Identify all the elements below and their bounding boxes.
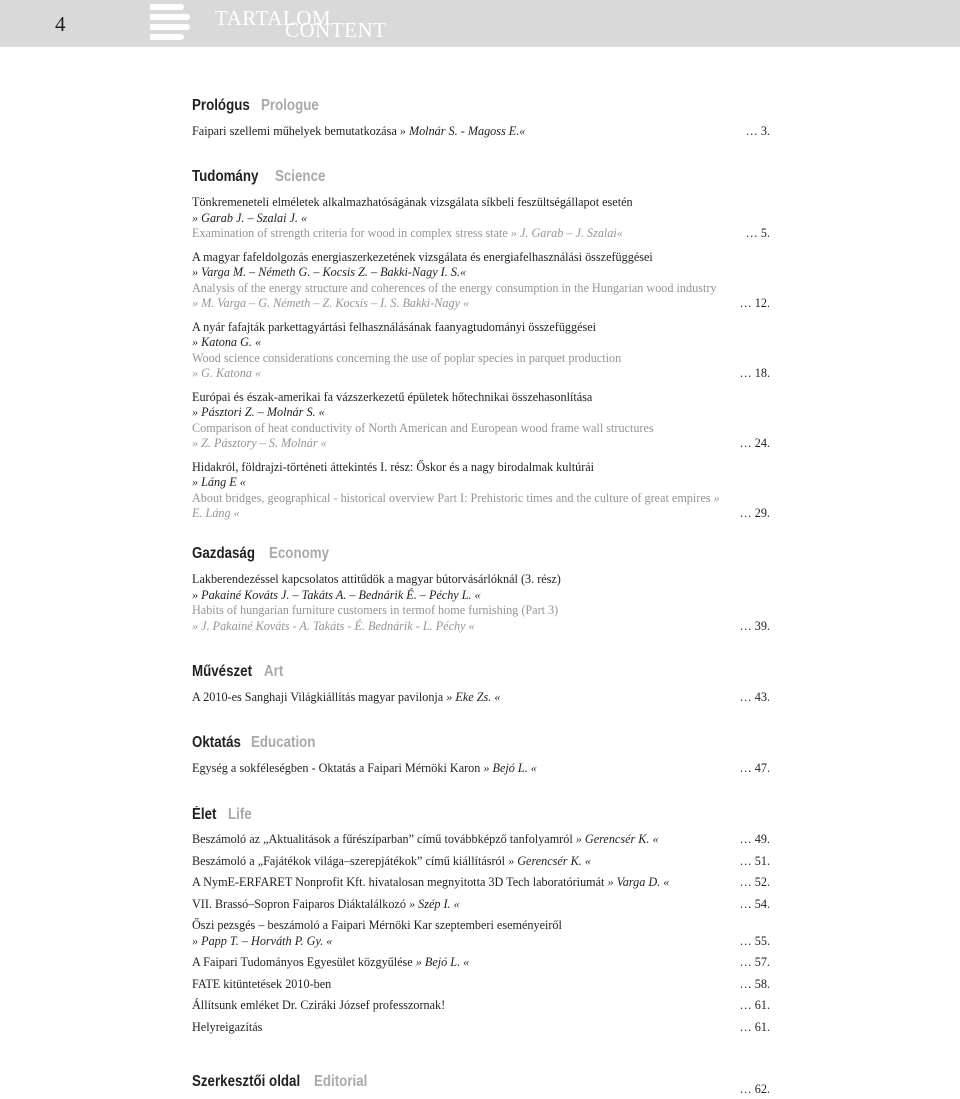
entry-title: Lakberendezéssel kapcsolatos attitűdök a magyar bútorvásárlóknál (3. rész) <box>192 572 561 586</box>
entry-authors: » Szép I. « <box>408 896 460 911</box>
entry-authors-en: » M. Varga – G. Németh – Z. Kocsis – I. S. Bakki-Nagy « <box>192 296 470 310</box>
entry-title-en: Wood science considerations concerning the use of poplar species in parquet production <box>192 350 622 365</box>
toc-entry[interactable] <box>192 998 770 1014</box>
entry-title-en: Comparison of heat conductivity of North American and European wood frame wall structures <box>192 420 654 435</box>
entry-page: … 51. <box>739 853 770 868</box>
entry-page: … 5. <box>745 226 770 240</box>
entry-page: … 47. <box>739 761 770 775</box>
toc-entry[interactable] <box>192 250 770 312</box>
section-title-hu: Prológus <box>192 97 250 114</box>
entry-authors: » Gerencsér K. « <box>575 832 659 846</box>
entry-page: … 3. <box>745 124 770 138</box>
entry-title: A 2010-es Sanghaji Világkiállítás magyar pavilonja <box>192 690 444 704</box>
section-editorial[interactable] <box>192 1073 770 1099</box>
section-title-en: Economy <box>269 545 330 562</box>
entry-title: A magyar fafeldolgozás energiaszerkezetének vizsgálata és energiafelhasználási összefüggései <box>192 249 653 264</box>
header-title: TARTALOM <box>215 6 332 30</box>
toc-entry[interactable] <box>192 690 770 706</box>
entry-title: VII. Brassó–Sopron Faiparos Diáktalálkozó <box>192 896 406 911</box>
entry-page: … 24. <box>739 436 770 450</box>
section-title-hu: Gazdaság <box>192 545 255 562</box>
entry-title: Faipari szellemi műhelyek bemutatkozása <box>192 124 397 138</box>
entry-title: Beszámoló a „Fajátékok világa–szerepjátékok” című kiállításról <box>192 853 506 868</box>
entry-title: Helyreigazítás <box>192 1019 263 1034</box>
entry-authors: » Varga D. « <box>607 875 670 889</box>
entry-title: A Faipari Tudományos Egyesület közgyűlése <box>192 955 413 969</box>
toc-entry[interactable] <box>192 875 770 891</box>
entry-authors: » Bejó L. « <box>415 955 470 969</box>
entry-page: … 58. <box>739 976 770 991</box>
toc-entry[interactable] <box>192 390 770 452</box>
toc-entry[interactable] <box>192 124 770 140</box>
section-life <box>192 806 770 1035</box>
entry-authors: » Gerencsér K. « <box>508 853 591 868</box>
section-heading <box>192 1073 770 1099</box>
section-science <box>192 168 770 522</box>
entry-title: Egység a sokféleségben - Oktatás a Faipari Mérnöki Karon <box>192 761 481 775</box>
entry-title-en: Analysis of the energy structure and coherences of the energy consumption in the Hungarian wood industry <box>192 280 717 295</box>
entry-authors-en: » E. Láng « <box>192 490 720 520</box>
entry-title: Állítsunk emléket Dr. Cziráki József professzornak! <box>192 998 446 1012</box>
section-heading <box>192 806 770 832</box>
toc-entry[interactable] <box>192 955 770 971</box>
entry-page: … 61. <box>739 1019 770 1034</box>
decorative-stripes <box>150 0 194 47</box>
entry-authors: » Pásztori Z. – Molnár S. « <box>192 405 325 419</box>
section-title-en: Prologue <box>261 97 319 114</box>
toc-entry[interactable] <box>192 195 770 242</box>
entry-authors: » Eke Zs. « <box>446 690 501 704</box>
entry-authors-en: » J. Garab – J. Szalai« <box>510 226 623 240</box>
entry-title: Hidakról, földrajzi-történeti áttekintés I. rész: Őskor és a nagy birodalmak kultúrái <box>192 459 595 474</box>
toc-entry[interactable] <box>192 1020 770 1036</box>
toc-entry[interactable] <box>192 832 770 848</box>
entry-title: Tönkremeneteli elméletek alkalmazhatóságának vizsgálata síkbeli feszültségállapot esetén <box>192 195 633 209</box>
entry-authors: » Varga M. – Németh G. – Kocsis Z. – Bakki-Nagy I. S.« <box>192 265 467 279</box>
section-title-hu: Szerkesztői oldal <box>192 1073 301 1090</box>
entry-authors: » Molnár S. - Magoss E.« <box>399 124 526 138</box>
entry-authors: » Pakainé Kováts J. – Takáts A. – Bednárik É. – Péchy L. « <box>192 587 481 602</box>
entry-page: … 18. <box>739 366 770 380</box>
entry-title: A nyár fafajták parkettagyártási felhasználásának faanyagtudományi összefüggései <box>192 319 597 334</box>
section-title-en: Science <box>275 168 326 185</box>
entry-authors: » Papp T. – Horváth P. Gy. « <box>192 933 333 948</box>
entry-authors-en: » G. Katona « <box>192 366 262 380</box>
section-heading <box>192 545 770 571</box>
entry-page: … 43. <box>739 690 770 704</box>
entry-page: … 55. <box>739 933 770 948</box>
toc-entry[interactable] <box>192 854 770 870</box>
toc-entry[interactable] <box>192 897 770 913</box>
entry-page: … 39. <box>739 618 770 633</box>
entry-page: … 57. <box>739 955 770 969</box>
entry-authors-en: » Z. Pásztory – S. Molnár « <box>192 436 327 450</box>
entry-page: … 12. <box>739 296 770 310</box>
section-title-hu: Oktatás <box>192 734 241 751</box>
entry-authors: » Katona G. « <box>192 335 262 349</box>
entry-title: Őszi pezsgés – beszámoló a Faipari Mérnöki Kar szeptemberi eseményeiről <box>192 918 562 932</box>
section-heading <box>192 168 770 194</box>
entry-page: … 54. <box>739 896 770 911</box>
section-title-en: Education <box>250 734 316 751</box>
entry-page: … 49. <box>739 832 770 846</box>
entry-title: Beszámoló az „Aktualitások a fűrészíparban” című továbbképző tanfolyamról <box>192 832 573 846</box>
toc-entry[interactable] <box>192 320 770 382</box>
section-art <box>192 663 770 706</box>
entry-title-en: About bridges, geographical - historical overview Part I: Prehistoric times and the culture of great empires <box>192 490 711 505</box>
section-heading <box>192 97 770 123</box>
section-title-en: Art <box>263 663 284 680</box>
page-number: 4 <box>55 12 66 36</box>
section-title-hu: Művészet <box>192 663 253 680</box>
entry-page: … 61. <box>739 998 770 1012</box>
entry-page: … 62. <box>739 1082 770 1096</box>
entry-page: … 29. <box>739 506 770 520</box>
entry-title-en: Habits of hungarian furniture customers in termof home furnishing (Part 3) <box>192 603 559 617</box>
toc-entry[interactable] <box>192 460 770 522</box>
toc-entry[interactable] <box>192 918 770 949</box>
section-heading <box>192 663 770 689</box>
toc-entry[interactable] <box>192 761 770 777</box>
section-heading <box>192 734 770 760</box>
entry-title-en: Examination of strength criteria for wood in complex stress state <box>192 226 508 240</box>
toc-entry[interactable] <box>192 572 770 634</box>
toc-entry[interactable] <box>192 977 770 993</box>
entry-authors: » Láng E « <box>192 475 246 489</box>
page-header <box>0 0 960 47</box>
entry-title: Európai és észak-amerikai fa vázszerkezetű épületek hőtechnikai összehasonlítása <box>192 389 593 404</box>
section-title-en: Editorial <box>313 1073 368 1090</box>
entry-page: … 52. <box>739 875 770 889</box>
entry-title: FATE kitüntetések 2010-ben <box>192 976 332 991</box>
entry-title: A NymE-ERFARET Nonprofit Kft. hivatalosan megnyitotta 3D Tech laboratóriumát <box>192 875 605 889</box>
entry-authors: » Garab J. – Szalai J. « <box>192 210 308 225</box>
section-title-hu: Élet <box>192 806 217 823</box>
entry-authors: » Bejó L. « <box>483 761 537 775</box>
section-title-hu: Tudomány <box>192 168 259 185</box>
section-education <box>192 734 770 777</box>
section-title-en: Life <box>228 806 253 823</box>
section-prologue <box>192 97 770 140</box>
entry-authors-en: » J. Pakainé Kováts - A. Takáts - É. Bednárik - L. Péchy « <box>192 618 475 633</box>
section-economy <box>192 545 770 634</box>
header-subtitle: CONTENT <box>285 18 387 42</box>
